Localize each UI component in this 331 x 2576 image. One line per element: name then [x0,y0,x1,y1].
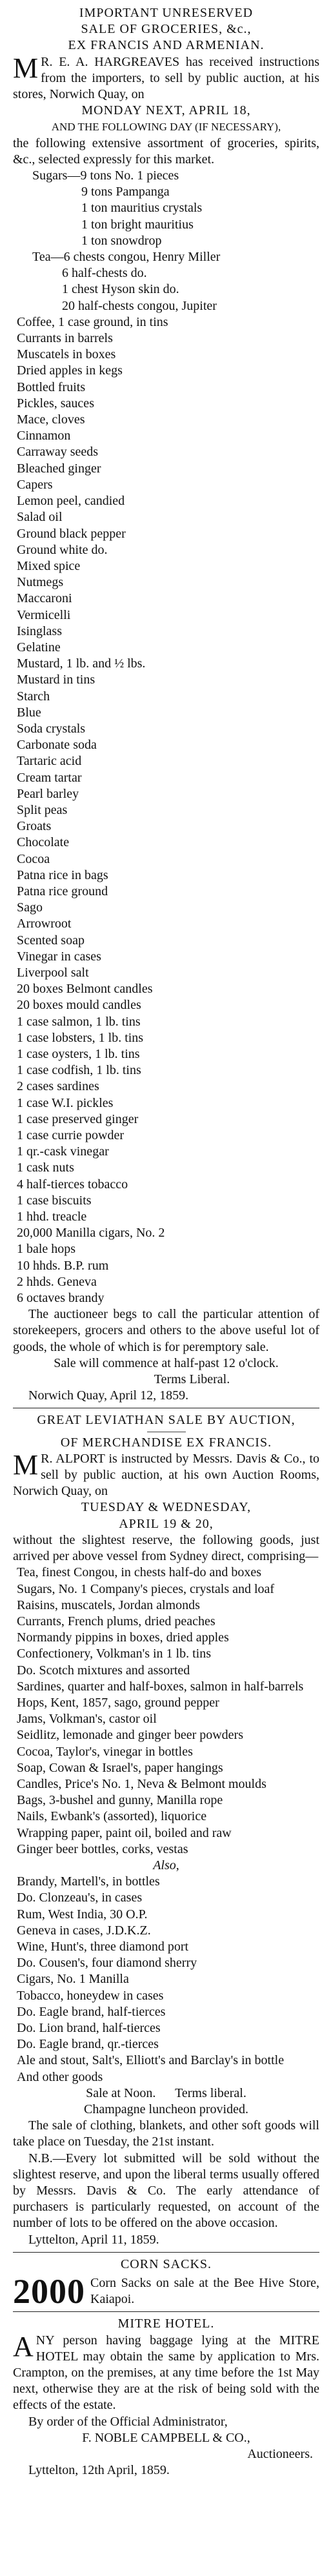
lot-item: Patna rice in bags [17,867,108,882]
ad1-date-line: MONDAY NEXT, APRIL 18, [81,103,251,118]
lot-item: 1 case lobsters, 1 lb. tins [17,1030,144,1045]
lot-item: 1 ton mauritius crystals [81,201,203,216]
lot-item: Carbonate soda [17,738,97,753]
ad1-dateline: Norwich Quay, April 12, 1859. [28,1388,189,1403]
ad1-heading-3: EX FRANCIS AND ARMENIAN. [68,38,265,53]
lot-item: Gelatine [17,640,61,654]
goods-item: Tea, finest Congou, in chests half-do and boxes [17,1565,262,1580]
lot-item: 1 case codfish, 1 lb. tins [17,1063,141,1078]
ad2-heading-1: GREAT LEVIATHAN SALE BY AUCTION, [37,1413,296,1428]
lot-item: Dried apples in kegs [17,363,123,378]
lot-item: Salad oil [17,510,63,525]
ad1-commence: Sale will commence at half-past 12 o'clock. [54,1355,279,1370]
lot-item: 1 case currie powder [17,1128,125,1143]
ad2-dateline: Lyttelton, April 11, 1859. [28,2232,159,2247]
ad1-intro: R. E. A. HARGREAVES has received instructions from the importers, to sell by public auction, at his stores, Norwich Quay, on [13,54,319,102]
lot-item: 1 case W.I. pickles [17,1095,114,1110]
ad2-also: Also, [153,1858,179,1872]
goods-item: Rum, West India, 30 O.P. [17,1907,148,1922]
lot-item: Tea—6 chests congou, Henry Miller [32,250,221,265]
ad4-role: Auctioneers. [247,2447,313,2462]
goods-item: Jams, Volkman's, castor oil [17,1712,157,1727]
lot-item: 20,000 Manilla cigars, No. 2 [17,1226,165,1241]
lot-item: 1 ton bright mauritius [81,217,194,232]
lot-item: Cream tartar [17,770,82,785]
goods-item: Do. Eagle brand, qr.-tierces [17,2037,159,2052]
lot-item: 1 hhd. treacle [17,1210,87,1224]
lot-item: Nutmegs [17,575,64,590]
goods-item: Cocoa, Taylor's, vinegar in bottles [17,1744,193,1759]
ad1-heading-1: IMPORTANT UNRESERVED [79,6,254,20]
lot-item: 1 case salmon, 1 lb. tins [17,1014,141,1029]
lot-item: Capers [17,477,53,492]
divider [13,2252,319,2253]
ad2-date-line: TUESDAY & WEDNESDAY, [81,1500,252,1515]
lot-item: Isinglass [17,624,62,638]
lot-item: Mixed spice [17,558,81,573]
goods-item: And other goods [17,2069,103,2084]
lot-item: Ground black pepper [17,526,126,541]
lot-item: Cinnamon [17,429,71,443]
goods-item: Do. Scotch mixtures and assorted [17,1663,190,1678]
lot-item: 2 hhds. Geneva [17,1274,97,1289]
lot-item: 1 ton snowdrop [81,233,162,248]
ad2-clothing: The sale of clothing, blankets, and other soft goods will take place on Tuesday, the 21st instant. [13,2118,319,2149]
lot-item: 6 octaves brandy [17,1291,105,1306]
lot-item: Chocolate [17,835,70,850]
lot-item: Pickles, sauces [17,396,94,411]
goods-item: Confectionery, Volkman's in 1 lb. tins [17,1647,211,1661]
ad3-text: Corn Sacks on sale at the Bee Hive Store, Kaiapoi. [90,2276,319,2307]
goods-item: Cigars, No. 1 Manilla [17,1972,129,1987]
ad1-dropcap: M [13,52,39,84]
ad-groceries-sale [13,5,319,1404]
goods-item: Sardines, quarter and half-boxes, salmon in half-barrels [17,1679,304,1694]
lot-item: 6 half-chests do. [62,266,147,281]
ad2-heading-2: OF MERCHANDISE EX FRANCIS. [60,1435,272,1450]
lot-item: Sugars—9 tons No. 1 pieces [32,168,179,183]
divider [13,2311,319,2312]
lot-item: Currants in barrels [17,331,113,346]
lot-item: 2 cases sardines [17,1079,99,1094]
goods-item: Normandy pippins in boxes, dried apples [17,1630,229,1645]
goods-item: Currants, French plums, dried peaches [17,1614,216,1628]
goods-item: Do. Lion brand, half-tierces [17,2020,161,2035]
ad1-lots [13,168,319,1306]
goods-item: Tobacco, honeydew in cases [17,1988,164,2003]
ad3-number: 2000 [13,2272,85,2311]
goods-item: Bags, 3-bushel and gunny, Manilla rope [17,1793,223,1808]
ad4-order: By order of the Official Administrator, [28,2414,228,2429]
lot-item: Bottled fruits [17,380,86,394]
lot-item: 1 case preserved ginger [17,1111,139,1126]
lot-item: 20 boxes Belmont candles [17,982,153,997]
lot-item: 20 half-chests congou, Jupiter [62,298,217,313]
ad2-items [13,1565,319,1858]
ad1-terms: Terms Liberal. [154,1372,230,1387]
ad1-closing: The auctioneer begs to call the particular attention of storekeepers, grocers and others to the above useful lot of goods, the whole of which is for peremptory sale. [13,1307,319,1354]
goods-item: Do. Clonzeau's, in cases [17,1891,143,1905]
goods-item: Ginger beer bottles, corks, vestas [17,1841,188,1856]
ad2-items-2 [13,1874,319,2085]
ad4-dropcap: A [13,2330,34,2362]
lot-item: Sago [17,900,43,915]
lot-item: Vermicelli [17,607,71,622]
goods-item: Wrapping paper, paint oil, boiled and raw [17,1825,232,1840]
ad1-heading-2: SALE OF GROCERIES, &c., [81,22,252,37]
ad4-heading: MITRE HOTEL. [117,2317,215,2331]
lot-item: Carraway seeds [17,445,99,460]
lot-item: 10 hhds. B.P. rum [17,1258,109,1273]
goods-item: Do. Eagle brand, half-tierces [17,2004,166,2019]
goods-item: Soap, Cowan & Israel's, paper hangings [17,1760,223,1775]
lot-item: Patna rice ground [17,884,108,898]
ad-corn-sacks [13,2257,319,2311]
lot-item: 1 chest Hyson skin do. [62,282,179,297]
ad2-date-line-2: APRIL 19 & 20, [119,1516,214,1531]
goods-item: Wine, Hunt's, three diamond port [17,1939,189,1954]
ad2-intro: R. ALPORT is instructed by Messrs. Davis & Co., to sell by public auction, at his own Auction Rooms, Norwich Quay, on [13,1451,319,1499]
lot-item: Mustard, 1 lb. and ½ lbs. [17,656,146,671]
goods-item: Candles, Price's No. 1, Neva & Belmont moulds [17,1776,266,1791]
ad2-preamble: without the slightest reserve, the following goods, just arrived per above vessel from Sydney direct, comprising— [13,1532,319,1564]
lot-item: Starch [17,689,50,704]
lot-item: Split peas [17,802,68,817]
lot-item: Muscatels in boxes [17,347,116,362]
lot-item: 1 case oysters, 1 lb. tins [17,1047,140,1061]
lot-item: Maccaroni [17,591,72,606]
lot-item: Liverpool salt [17,965,89,980]
ad1-assortment: the following extensive assortment of groceries, spirits, &c., selected expressly for this market. [13,136,319,167]
goods-item: Nails, Ewbank's (assorted), liquorice [17,1809,207,1824]
goods-item: Do. Cousen's, four diamond sherry [17,1956,197,1971]
goods-item: Seidlitz, lemonade and ginger beer powders [17,1728,243,1743]
lot-item: Ground white do. [17,542,108,557]
lot-item: 20 boxes mould candles [17,998,141,1013]
lot-item: Bleached ginger [17,461,101,476]
ad2-nb: N.B.—Every lot submitted will be sold without the slightest reserve, and upon the liberal terms usually offered by Messrs. Davis & Co. The early attendance of purchasers is particularly requested, on account of the number of lots to be offered on the above occasion. [13,2151,319,2231]
lot-item: 1 cask nuts [17,1161,74,1175]
goods-item: Brandy, Martell's, in bottles [17,1874,160,1889]
lot-item: Cocoa [17,851,50,866]
lot-item: Blue [17,705,41,720]
lot-item: 4 half-tierces tobacco [17,1177,128,1192]
lot-item: Mace, cloves [17,412,85,427]
goods-item: Raisins, muscatels, Jordan almonds [17,1597,200,1612]
lot-item: Lemon peel, candied [17,494,125,509]
lot-item: Soda crystals [17,721,86,736]
lot-item: 1 bale hops [17,1242,76,1257]
lot-item: Pearl barley [17,786,79,801]
lot-item: Mustard in tins [17,673,95,687]
ad1-following-day: AND THE FOLLOWING DAY (IF NECESSARY), [51,121,281,134]
lot-item: Groats [17,819,52,834]
lot-item: 1 qr.-cask vinegar [17,1144,109,1159]
ad2-luncheon: Champagne luncheon provided. [84,2102,248,2116]
lot-item: 1 case biscuits [17,1193,92,1208]
ad2-sale-time: Sale at Noon. Terms liberal. [86,2085,246,2100]
lot-item: Coffee, 1 case ground, in tins [17,314,168,329]
goods-item: Geneva in cases, J.D.K.Z. [17,1923,151,1938]
ad2-dropcap: M [13,1448,39,1481]
ad4-dateline: Lyttelton, 12th April, 1859. [28,2463,170,2478]
lot-item: Arrowroot [17,917,72,931]
ad4-firm: F. NOBLE CAMPBELL & CO., [82,2430,250,2445]
lot-item: Vinegar in cases [17,949,101,964]
ad-leviathan-sale [13,1412,319,2247]
ad4-text: NY person having baggage lying at the MITRE HOTEL may obtain the same by application to Mrs. Crampton, on the premises, at any time before the 1st May next, otherwise they are at the risk of being sold with the effects of the estate. [13,2333,319,2413]
goods-item: Sugars, No. 1 Company's pieces, crystals and loaf [17,1581,275,1596]
ad3-heading: CORN SACKS. [120,2257,212,2271]
lot-item: 9 tons Pampanga [81,185,170,199]
goods-item: Hops, Kent, 1857, sago, ground pepper [17,1695,219,1710]
ad-mitre-hotel [13,2316,319,2479]
goods-item: Ale and stout, Salt's, Elliott's and Barclay's in bottle [17,2053,285,2068]
lot-item: Tartaric acid [17,754,82,769]
lot-item: Scented soap [17,933,85,948]
